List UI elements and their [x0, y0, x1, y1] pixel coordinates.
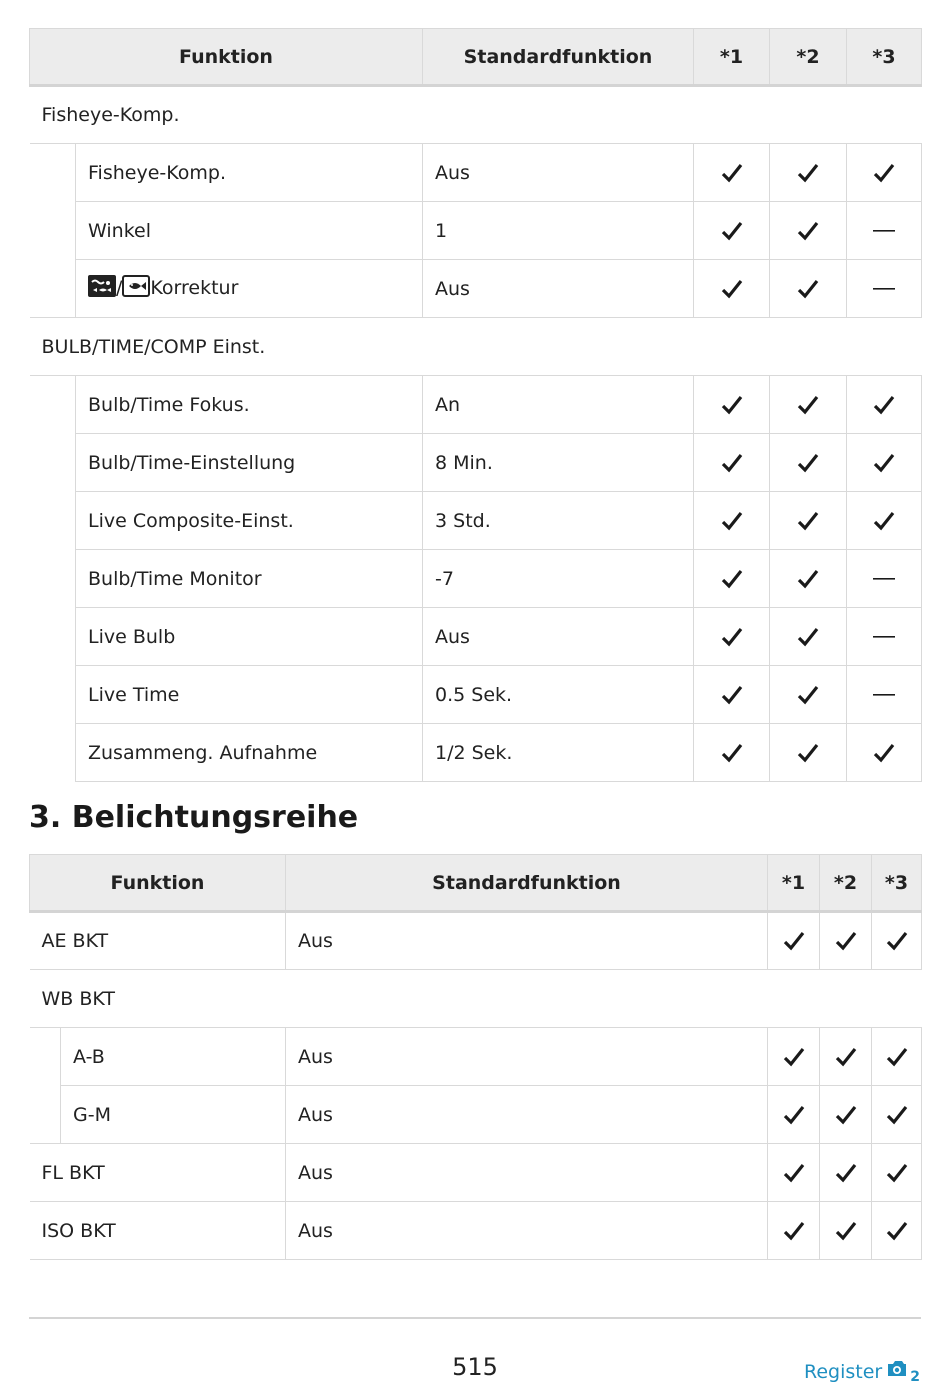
check-icon	[720, 509, 744, 533]
mark-cell	[847, 724, 922, 782]
mark-cell	[768, 1028, 820, 1086]
row-name: Korrektur	[150, 277, 239, 299]
mark-cell	[694, 550, 770, 608]
row-name-with-icons	[76, 260, 423, 318]
mark-cell	[872, 1202, 922, 1260]
table-row	[30, 1144, 922, 1202]
table-row	[30, 1202, 922, 1260]
check-icon	[720, 277, 744, 301]
mark-cell	[847, 144, 922, 202]
mark-cell	[694, 492, 770, 550]
row-value: Aus	[286, 1202, 768, 1260]
row-name: AE BKT	[30, 912, 286, 970]
check-icon	[834, 1045, 858, 1069]
row-name: Bulb/Time Monitor	[76, 550, 423, 608]
table-row	[30, 144, 922, 202]
mark-cell	[847, 492, 922, 550]
mark-cell	[847, 202, 922, 260]
check-icon	[885, 929, 909, 953]
check-icon	[885, 1161, 909, 1185]
group-label: WB BKT	[30, 970, 922, 1028]
check-icon	[796, 509, 820, 533]
indent-cell	[30, 202, 76, 260]
row-name: Bulb/Time Fokus.	[76, 376, 423, 434]
row-value: 3 Std.	[423, 492, 694, 550]
mark-cell	[872, 1028, 922, 1086]
row-value: 8 Min.	[423, 434, 694, 492]
row-name: FL BKT	[30, 1144, 286, 1202]
underwater-wide-icon	[88, 275, 116, 302]
mark-cell	[820, 1086, 872, 1144]
indent-cell	[30, 434, 76, 492]
row-value: Aus	[286, 912, 768, 970]
check-icon	[796, 219, 820, 243]
check-icon	[720, 161, 744, 185]
check-icon	[782, 1045, 806, 1069]
indent-cell	[30, 260, 76, 318]
mark-cell	[768, 912, 820, 970]
check-icon	[872, 509, 896, 533]
mark-cell	[694, 724, 770, 782]
row-value: Aus	[423, 144, 694, 202]
header-funktion: Funktion	[30, 29, 423, 86]
row-value: 1	[423, 202, 694, 260]
group-label: Fisheye-Komp.	[30, 86, 922, 144]
row-value: Aus	[286, 1144, 768, 1202]
check-icon	[720, 741, 744, 765]
header-standardfunktion: Standardfunktion	[423, 29, 694, 86]
mark-cell	[872, 912, 922, 970]
row-name: Live Time	[76, 666, 423, 724]
header-c3: *3	[872, 855, 922, 912]
header-c1: *1	[768, 855, 820, 912]
check-icon	[885, 1103, 909, 1127]
dash-icon	[873, 577, 895, 581]
row-value: Aus	[286, 1028, 768, 1086]
check-icon	[796, 741, 820, 765]
row-name: Fisheye-Komp.	[76, 144, 423, 202]
row-value: 1/2 Sek.	[423, 724, 694, 782]
indent-cell	[30, 492, 76, 550]
check-icon	[872, 161, 896, 185]
row-name: Bulb/Time-Einstellung	[76, 434, 423, 492]
table-row	[30, 550, 922, 608]
mark-cell	[847, 260, 922, 318]
check-icon	[720, 625, 744, 649]
check-icon	[872, 393, 896, 417]
mark-cell	[770, 666, 847, 724]
check-icon	[720, 219, 744, 243]
check-icon	[782, 929, 806, 953]
mark-cell	[770, 492, 847, 550]
check-icon	[796, 625, 820, 649]
dash-icon	[873, 635, 895, 639]
page-number: 515	[452, 1353, 498, 1381]
header-c2: *2	[770, 29, 847, 86]
row-value: Aus	[286, 1086, 768, 1144]
check-icon	[885, 1219, 909, 1243]
check-icon	[720, 683, 744, 707]
mark-cell	[770, 724, 847, 782]
indent-cell	[30, 608, 76, 666]
indent-cell	[30, 550, 76, 608]
settings-table-1	[29, 28, 922, 782]
header-c2: *2	[820, 855, 872, 912]
table-row	[30, 434, 922, 492]
table-header-row	[30, 29, 922, 86]
check-icon	[872, 741, 896, 765]
mark-cell	[820, 912, 872, 970]
mark-cell	[847, 666, 922, 724]
mark-cell	[694, 202, 770, 260]
table-row	[30, 376, 922, 434]
indent-cell	[30, 1028, 61, 1086]
check-icon	[796, 393, 820, 417]
mark-cell	[847, 376, 922, 434]
icon-separator: /	[116, 277, 123, 299]
mark-cell	[768, 1144, 820, 1202]
table-row	[30, 912, 922, 970]
row-value: -7	[423, 550, 694, 608]
row-name: G-M	[61, 1086, 286, 1144]
row-name: Live Composite-Einst.	[76, 492, 423, 550]
section-title: 3. Belichtungsreihe	[29, 800, 359, 835]
row-name: Live Bulb	[76, 608, 423, 666]
check-icon	[834, 1103, 858, 1127]
mark-cell	[768, 1086, 820, 1144]
indent-cell	[30, 144, 76, 202]
table-row	[30, 202, 922, 260]
header-funktion: Funktion	[30, 855, 286, 912]
check-icon	[720, 451, 744, 475]
table-row	[30, 1086, 922, 1144]
check-icon	[885, 1045, 909, 1069]
indent-cell	[30, 376, 76, 434]
check-icon	[796, 161, 820, 185]
check-icon	[834, 1161, 858, 1185]
table-row	[30, 724, 922, 782]
check-icon	[782, 1161, 806, 1185]
dash-icon	[873, 287, 895, 291]
mark-cell	[872, 1144, 922, 1202]
check-icon	[782, 1103, 806, 1127]
header-c3: *3	[847, 29, 922, 86]
table-header-row	[30, 855, 922, 912]
row-name: ISO BKT	[30, 1202, 286, 1260]
mark-cell	[694, 144, 770, 202]
check-icon	[796, 683, 820, 707]
row-name: Winkel	[76, 202, 423, 260]
mark-cell	[694, 376, 770, 434]
mark-cell	[694, 666, 770, 724]
table-row	[30, 492, 922, 550]
group-row	[30, 970, 922, 1028]
indent-cell	[30, 724, 76, 782]
group-row	[30, 86, 922, 144]
mark-cell	[770, 550, 847, 608]
mark-cell	[770, 434, 847, 492]
mark-cell	[770, 144, 847, 202]
footer-divider	[29, 1317, 921, 1319]
check-icon	[720, 567, 744, 591]
row-name: Zusammeng. Aufnahme	[76, 724, 423, 782]
mark-cell	[770, 376, 847, 434]
check-icon	[720, 393, 744, 417]
group-label: BULB/TIME/COMP Einst.	[30, 318, 922, 376]
mark-cell	[770, 260, 847, 318]
check-icon	[834, 929, 858, 953]
row-value: Aus	[423, 608, 694, 666]
settings-table-2	[29, 854, 922, 1260]
mark-cell	[872, 1086, 922, 1144]
row-value: Aus	[423, 260, 694, 318]
mark-cell	[847, 434, 922, 492]
table-row	[30, 608, 922, 666]
table-row	[30, 666, 922, 724]
header-standardfunktion: Standardfunktion	[286, 855, 768, 912]
mark-cell	[694, 608, 770, 666]
register-icon-subscript: 2	[910, 1368, 920, 1383]
indent-cell	[30, 1086, 61, 1144]
indent-cell	[30, 666, 76, 724]
mark-cell	[694, 434, 770, 492]
mark-cell	[770, 608, 847, 666]
row-value: 0.5 Sek.	[423, 666, 694, 724]
table-row	[30, 1028, 922, 1086]
check-icon	[796, 567, 820, 591]
mark-cell	[847, 550, 922, 608]
register-label: Register	[804, 1360, 883, 1383]
check-icon	[872, 451, 896, 475]
group-row	[30, 318, 922, 376]
underwater-fish-icon	[122, 275, 150, 302]
dash-icon	[873, 229, 895, 233]
row-name: A-B	[61, 1028, 286, 1086]
mark-cell	[820, 1202, 872, 1260]
dash-icon	[873, 693, 895, 697]
mark-cell	[768, 1202, 820, 1260]
mark-cell	[770, 202, 847, 260]
check-icon	[796, 277, 820, 301]
mark-cell	[847, 608, 922, 666]
check-icon	[796, 451, 820, 475]
mark-cell	[820, 1144, 872, 1202]
table-row	[30, 260, 922, 318]
row-value: An	[423, 376, 694, 434]
check-icon	[834, 1219, 858, 1243]
header-c1: *1	[694, 29, 770, 86]
register-link[interactable]	[804, 1358, 920, 1383]
mark-cell	[820, 1028, 872, 1086]
mark-cell	[694, 260, 770, 318]
check-icon	[782, 1219, 806, 1243]
